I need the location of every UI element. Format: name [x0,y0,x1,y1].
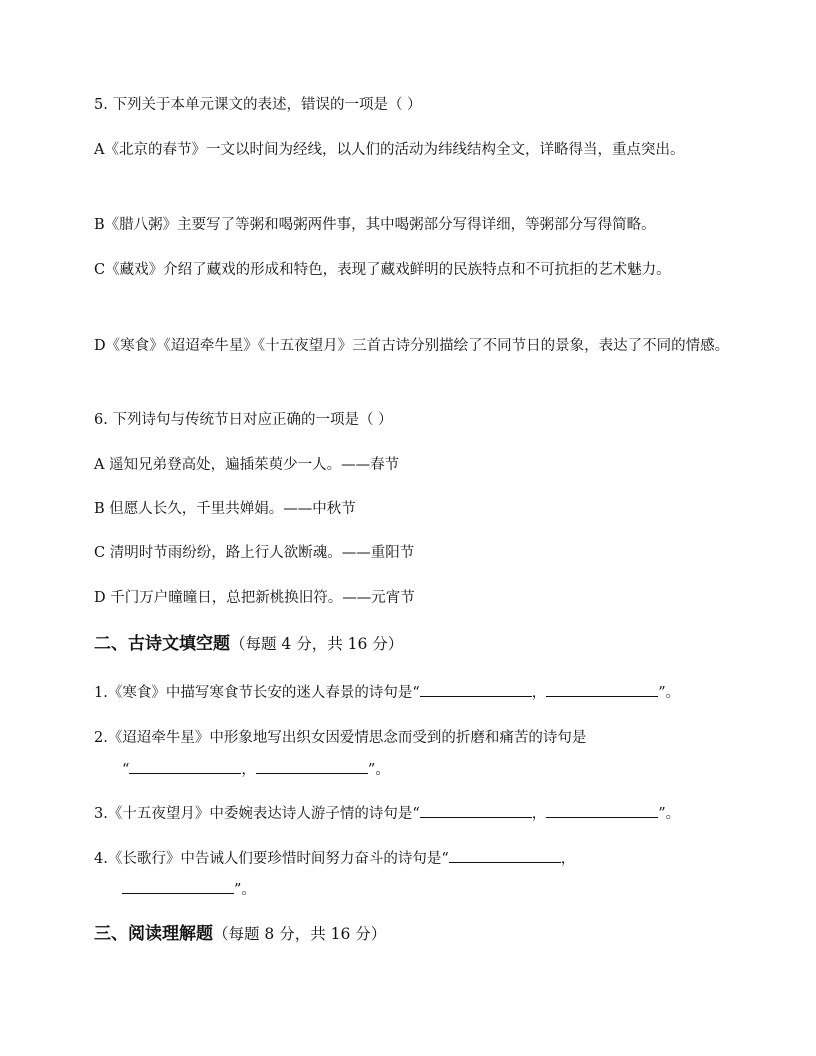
fill-item-4-prefix: 4.《长歌行》中告诫人们要珍惜时间努力奋斗的诗句是“ [94,851,449,867]
q5-option-d: D《寒食》《迢迢牵牛星》《十五夜望月》三首古诗分别描绘了不同节日的景象，表达了不同的情感。 [94,338,730,354]
fill-item-4-suffix: ”。 [234,882,256,898]
fill-blank-4a[interactable] [449,848,561,863]
fill-item-4-line2 [122,879,762,900]
fill-blank-1a[interactable] [420,682,532,697]
q6-option-a: A 遥知兄弟登高处，遍插茱萸少一人。——春节 [94,457,400,473]
fill-item-2-sep: ， [241,762,256,778]
fill-item-1-sep: ， [531,685,547,701]
fill-blank-3b[interactable] [546,803,658,818]
q6-option-d: D 千门万户曈曈日，总把新桃换旧符。——元宵节 [94,590,415,606]
section3-title: 三、阅读理解题 [94,924,213,944]
fill-item-4-sep: ， [560,851,576,867]
section2-title: 二、古诗文填空题 [94,634,230,654]
fill-item-4 [94,848,734,869]
fill-blank-2b[interactable] [256,759,368,774]
q6-stem: 6. 下列诗句与传统节日对应正确的一项是（ ） [94,412,393,428]
fill-blank-1b[interactable] [546,682,658,697]
fill-item-2 [122,759,762,780]
q6-option-c: C 清明时节雨纷纷，路上行人欲断魂。——重阳节 [94,545,415,561]
section3-heading [94,923,386,945]
fill-item-2-open-quote: “ [122,762,130,778]
fill-item-1-suffix: ”。 [658,685,681,701]
fill-item-3 [94,803,734,824]
q5-stem: 5. 下列关于本单元课文的表述，错误的一项是（ ） [94,97,422,113]
section3-note: （每题 8 分，共 16 分） [213,925,387,943]
fill-item-1 [94,682,734,703]
fill-blank-3a[interactable] [420,803,532,818]
fill-item-3-suffix: ”。 [658,806,681,822]
q6-option-b: B 但愿人长久，千里共婵娟。——中秋节 [94,501,356,517]
fill-blank-2a[interactable] [129,759,241,774]
fill-blank-4b[interactable] [122,879,234,894]
fill-item-1-prefix: 1.《寒食》中描写寒食节长安的迷人春景的诗句是“ [94,685,420,701]
fill-item-3-prefix: 3.《十五夜望月》中委婉表达诗人游子情的诗句是“ [94,806,420,822]
q5-option-a: A《北京的春节》一文以时间为经线，以人们的活动为纬线结构全文，详略得当，重点突出。 [94,142,685,158]
fill-item-3-sep: ， [531,806,547,822]
section2-note: （每题 4 分，共 16 分） [230,635,404,653]
q5-option-c: C《藏戏》介绍了藏戏的形成和特色，表现了藏戏鲜明的民族特点和不可抗拒的艺术魅力。 [94,262,671,278]
section2-heading [94,633,403,655]
fill-item-2-suffix: ”。 [367,762,390,778]
fill-item-2-prompt: 2.《迢迢牵牛星》中形象地写出织女因爱情思念而受到的折磨和痛苦的诗句是 [94,730,587,746]
q5-option-b: B《腊八粥》主要写了等粥和喝粥两件事，其中喝粥部分写得详细，等粥部分写得简略。 [94,217,656,233]
